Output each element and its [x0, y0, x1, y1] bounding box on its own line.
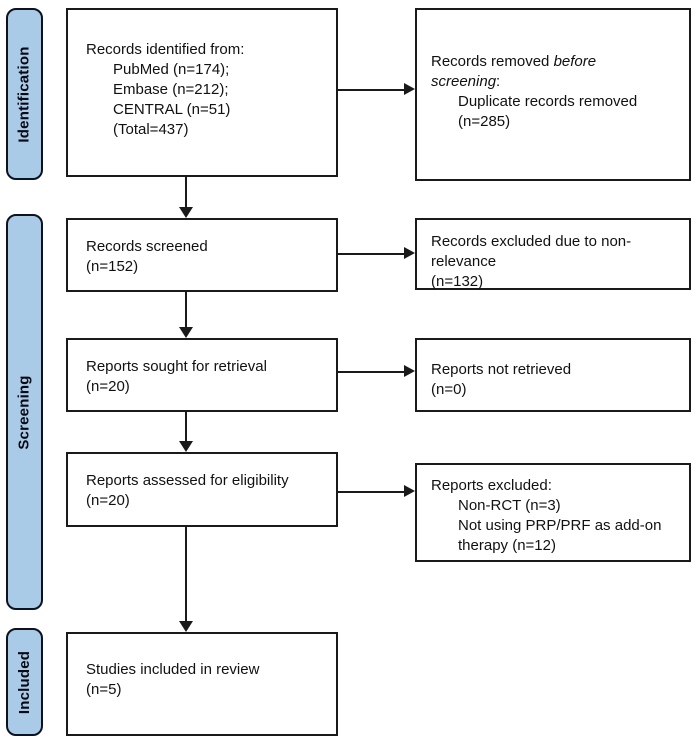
box-text-line: (Total=437) — [113, 121, 189, 138]
box-text-line: therapy (n=12) — [458, 537, 556, 554]
box-records-excluded-nonrelevance — [415, 218, 691, 290]
box-text-line: (n=20) — [86, 378, 130, 395]
box-records-screened — [66, 218, 338, 292]
box-reports-sought — [66, 338, 338, 412]
arrow-sought-to-assessed — [179, 412, 193, 452]
arrow-assessed-to-included — [179, 527, 193, 632]
box-text-line: (n=285) — [458, 113, 511, 130]
box-records-identified — [66, 8, 338, 177]
arrowhead-down-icon — [179, 207, 193, 218]
stage-label-screening: Screening — [16, 374, 34, 450]
arrowhead-right-icon — [404, 365, 415, 377]
box-text-line: screening: — [431, 73, 501, 90]
box-text-line: Duplicate records removed — [458, 93, 638, 110]
box-text-line: Records removed before — [431, 53, 597, 70]
arrowhead-right-icon — [404, 247, 415, 259]
arrowhead-right-icon — [404, 83, 415, 95]
box-text-line: Non-RCT (n=3) — [458, 497, 561, 514]
box-text-line: PubMed (n=174); — [113, 61, 230, 78]
box-reports-assessed — [66, 452, 338, 527]
box-text-line: Reports excluded: — [431, 477, 552, 494]
box-studies-included — [66, 632, 338, 736]
box-text-line: (n=152) — [86, 258, 139, 275]
arrowhead-down-icon — [179, 327, 193, 338]
arrow-assessed-to-reports-excluded — [338, 485, 415, 498]
stage-bar-identification — [6, 8, 43, 180]
stage-bar-included — [6, 628, 43, 736]
arrowhead-down-icon — [179, 621, 193, 632]
box-reports-not-retrieved — [415, 338, 691, 412]
box-text-line: Reports not retrieved — [431, 361, 572, 378]
arrowhead-right-icon — [404, 485, 415, 497]
box-text-line: (n=132) — [431, 273, 484, 290]
box-text-line: (n=20) — [86, 492, 130, 509]
arrow-identified-to-removed — [338, 83, 415, 96]
box-text-line: Reports assessed for eligibility — [86, 472, 289, 489]
arrow-sought-to-not-retrieved — [338, 365, 415, 378]
arrow-screened-to-excluded — [338, 247, 415, 260]
arrowhead-down-icon — [179, 441, 193, 452]
box-text-line: Records identified from: — [86, 41, 245, 58]
stage-label-included: Included — [16, 650, 33, 714]
box-text-line: (n=5) — [86, 681, 122, 698]
box-text-line: Embase (n=212); — [113, 81, 229, 98]
box-text-line: Not using PRP/PRF as add-on — [458, 517, 662, 534]
box-text-line: Reports sought for retrieval — [86, 358, 267, 375]
stage-label-identification: Identification — [16, 45, 34, 143]
box-text-line: Records screened — [86, 238, 208, 255]
box-records-removed-before-screening — [415, 8, 691, 181]
box-text-line: (n=0) — [431, 381, 467, 398]
box-text-line: Studies included in review — [86, 661, 260, 678]
arrow-screened-to-sought — [179, 292, 193, 338]
box-reports-excluded — [415, 463, 691, 562]
box-text-line: Records excluded due to non-relevance — [431, 233, 632, 270]
box-text-line: CENTRAL (n=51) — [113, 101, 231, 118]
stage-bar-screening — [6, 214, 43, 610]
arrow-identified-to-screened — [179, 177, 193, 218]
